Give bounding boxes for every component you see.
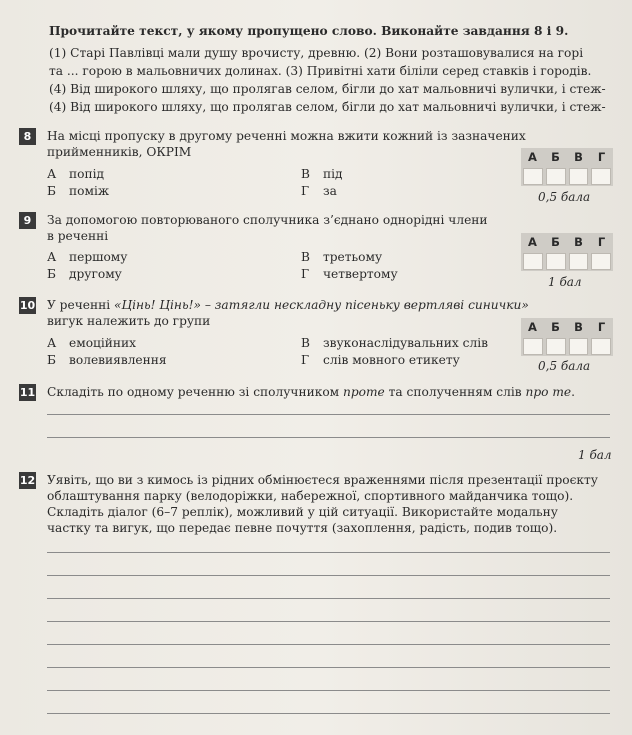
question-9-text: За допомогою повторюваного сполучника з’єднано однорідні члени в реченні <box>47 213 488 243</box>
passage-line: (4) Від широкого шляху, що пролягав селом, бігли до хат мальовничі вулички, і стеж- <box>49 100 606 114</box>
question-number-11: 11 <box>19 386 36 399</box>
passage-line: (1) Старі Павлівці мали душу врочисту, древню. (2) Вони розташовувалися на горі <box>49 46 584 60</box>
option-c: В третьому <box>301 250 383 264</box>
option-a: А першому <box>47 250 128 264</box>
answer-cell[interactable] <box>523 253 543 270</box>
option-a: А емоційних <box>47 336 137 350</box>
option-d: Г слів мовного етикету <box>301 353 460 367</box>
question-number-8: 8 <box>19 128 36 145</box>
answer-cell[interactable] <box>591 168 611 185</box>
answer-line[interactable] <box>47 667 610 668</box>
answer-cell[interactable] <box>569 168 589 185</box>
question-10-text: У реченні «Цінь! Цінь!» – затягли нескладну пісеньку вертляві синички» вигук належить до групи <box>47 298 529 328</box>
answer-line[interactable] <box>47 713 610 714</box>
answer-grid-10[interactable]: А Б В Г <box>521 318 613 356</box>
answer-cell[interactable] <box>546 253 566 270</box>
passage-line: (4) Від широкого шляху, що пролягав селом, бігли до хат мальовничі вулички, і стеж- <box>49 82 606 96</box>
reading-passage <box>49 44 619 116</box>
score-9: 1 бал <box>548 275 582 289</box>
answer-cell[interactable] <box>523 168 543 185</box>
option-c: В звуконаслідувальних слів <box>301 336 488 350</box>
question-8-text: На місці пропуску в другому реченні можна вжити кожний із зазначених прийменників, ОКРІМ <box>47 129 526 159</box>
score-11: 1 бал <box>578 448 612 462</box>
option-a: А попід <box>47 167 104 181</box>
answer-line[interactable] <box>47 552 610 553</box>
answer-grid-8[interactable]: А Б В Г <box>521 148 613 186</box>
answer-cell[interactable] <box>591 338 611 355</box>
answer-cell[interactable] <box>569 253 589 270</box>
option-d: Г за <box>301 184 337 198</box>
option-d: Г четвертому <box>301 267 398 281</box>
question-number-12: 12 <box>19 474 36 487</box>
answer-line[interactable] <box>47 598 610 599</box>
answer-cell[interactable] <box>546 338 566 355</box>
answer-cell[interactable] <box>523 338 543 355</box>
option-c: В під <box>301 167 343 181</box>
answer-grid-9[interactable]: А Б В Г <box>521 233 613 271</box>
question-number-9: 9 <box>19 212 36 229</box>
question-11-text: Складіть по одному реченню зі сполучником проте та сполученням слів про те. <box>47 385 576 399</box>
answer-line[interactable] <box>47 437 610 438</box>
question-12-text: Уявіть, що ви з кимось із рідних обмінюєтеся враженнями після презентації проєкту облаштування парку (велодоріжки, набережної, спортивного майданчика тощо). Складіть діалог (6–7 реплік), можливий у цій ситуації. Використайте модальну частку та вигук, що передає певне почуття (захоплення, радість, подив тощо). <box>47 473 598 535</box>
answer-cell[interactable] <box>546 168 566 185</box>
answer-line[interactable] <box>47 690 610 691</box>
score-8: 0,5 бала <box>538 190 591 204</box>
instruction-heading: Прочитайте текст, у якому пропущено слово. Виконайте завдання 8 і 9. <box>49 24 569 38</box>
option-b: Б поміж <box>47 184 110 198</box>
score-10: 0,5 бала <box>538 359 591 373</box>
answer-line[interactable] <box>47 644 610 645</box>
answer-cell[interactable] <box>591 253 611 270</box>
option-b: Б волевиявлення <box>47 353 167 367</box>
question-number-10: 10 <box>19 299 36 312</box>
answer-cell[interactable] <box>569 338 589 355</box>
answer-line[interactable] <box>47 621 610 622</box>
answer-line[interactable] <box>47 414 610 415</box>
answer-line[interactable] <box>47 575 610 576</box>
passage-line: та ... горою в мальовничих долинах. (3) Привітні хати біліли серед ставків і городів. <box>49 64 592 78</box>
option-b: Б другому <box>47 267 122 281</box>
